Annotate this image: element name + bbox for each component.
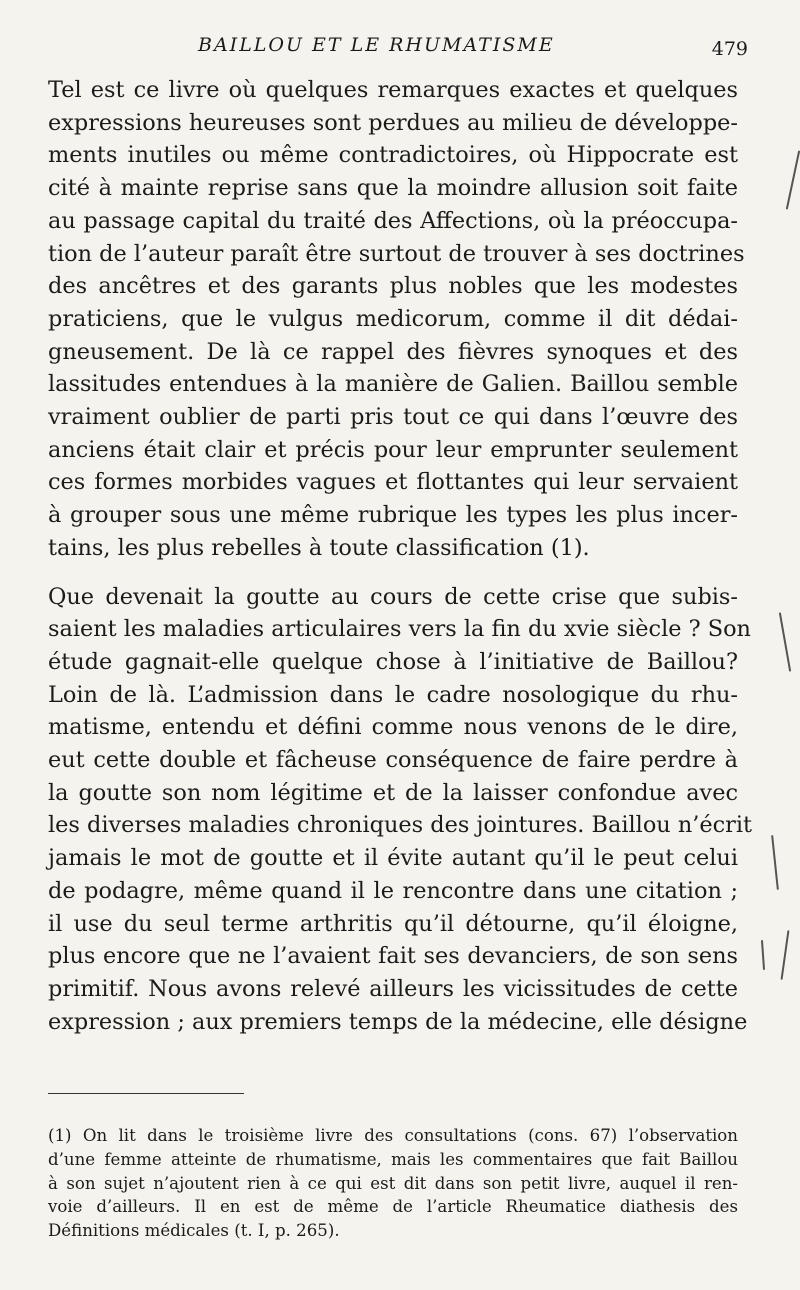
paragraph-1-line: des ancêtres et des garants plus nobles que les modestes [48, 273, 738, 300]
footnote [48, 1124, 738, 1243]
footnote-rule [48, 1093, 244, 1094]
margin-mark [771, 835, 779, 890]
paragraph-1-line: tion de l’auteur paraît être surtout de trouver à ses doctrines [48, 240, 745, 267]
paragraph-1-line: tains, les plus rebelles à toute classification (1). [48, 534, 590, 561]
running-title: BAILLOU ET LE RHUMATISME [198, 34, 555, 56]
paragraph-1-line: praticiens, que le vulgus medicorum, comme il dit dédai- [48, 305, 738, 332]
paragraph-2-line: plus encore que ne l’avaient fait ses devanciers, de son sens [48, 943, 738, 970]
paragraph-2-line: primitif. Nous avons relevé ailleurs les vicissitudes de cette [48, 975, 738, 1002]
paragraph-1-line: Tel est ce livre où quelques remarques exactes et quelques [48, 77, 738, 103]
paragraph-2-line: matisme, entendu et défini comme nous venons de le dire, [48, 714, 738, 741]
margin-mark [761, 940, 765, 970]
paragraph-1-line: gneusement. De là ce rappel des fièvres synoques et des [48, 338, 738, 365]
paragraph-1-line: ments inutiles ou même contradictoires, où Hippocrate est [48, 142, 738, 169]
paragraph-1-line: au passage capital du traité des Affections, où la préoccupa- [48, 207, 738, 234]
paragraph-1 [48, 74, 745, 565]
footnote-line: Définitions médicales (t. I, p. 265). [48, 1221, 340, 1241]
paragraph-2 [48, 581, 753, 1039]
paragraph-1-line: à grouper sous une même rubrique les types les plus incer- [48, 502, 738, 529]
paragraph-2-line: expression ; aux premiers temps de la médecine, elle désigne [48, 1008, 748, 1035]
margin-mark [779, 612, 791, 671]
paragraph-1-line: ces formes morbides vagues et flottantes qui leur servaient [48, 469, 738, 496]
paragraph-2-line: les diverses maladies chroniques des jointures. Baillou n’écrit [48, 812, 753, 839]
margin-mark [781, 930, 790, 980]
page-number: 479 [711, 38, 748, 60]
paragraph-2-line: la goutte son nom légitime et de la laisser confondue avec [48, 779, 738, 806]
paragraph-1-line: anciens était clair et précis pour leur emprunter seulement [48, 436, 738, 463]
footnote-line: (1) On lit dans le troisième livre des consultations (cons. 67) l’observation [48, 1126, 738, 1145]
paragraph-2-line: de podagre, même quand il le rencontre dans une citation ; [48, 877, 738, 904]
paragraph-2-line: étude gagnait-elle quelque chose à l’initiative de Baillou? [48, 648, 738, 675]
paragraph-2-line: Loin de là. L’admission dans le cadre nosologique du rhu- [48, 681, 738, 708]
paragraph-2-line: saient les maladies articulaires vers la fin du xvie siècle ? Son [48, 616, 751, 643]
footnote-line: à son sujet n’ajoutent rien à ce qui est dit dans son petit livre, auquel il ren- [48, 1173, 738, 1193]
page-header [48, 34, 748, 64]
paragraph-1-line: cité à mainte reprise sans que la moindre allusion soit faite [48, 175, 738, 202]
paragraph-2-line: Que devenait la goutte au cours de cette crise que subis- [48, 583, 738, 610]
paragraph-2-line: il use du seul terme arthritis qu’il détourne, qu’il éloigne, [48, 910, 738, 937]
body-text [48, 74, 753, 1038]
paragraph-2-line: jamais le mot de goutte et il évite autant qu’il le peut celui [48, 845, 738, 872]
paragraph-1-line: lassitudes entendues à la manière de Galien. Baillou semble [48, 371, 738, 398]
footnote-line: d’une femme atteinte de rhumatisme, mais les commentaires que fait Baillou [48, 1149, 738, 1169]
margin-mark [786, 150, 800, 209]
footnote-line: voie d’ailleurs. Il en est de même de l’article Rheumatice diathesis des [48, 1197, 738, 1217]
paragraph-1-line: vraiment oublier de parti pris tout ce qui dans l’œuvre des [48, 404, 738, 431]
paragraph-2-line: eut cette double et fâcheuse conséquence de faire perdre à [48, 747, 738, 774]
paragraph-1-line: expressions heureuses sont perdues au milieu de développe- [48, 109, 738, 136]
